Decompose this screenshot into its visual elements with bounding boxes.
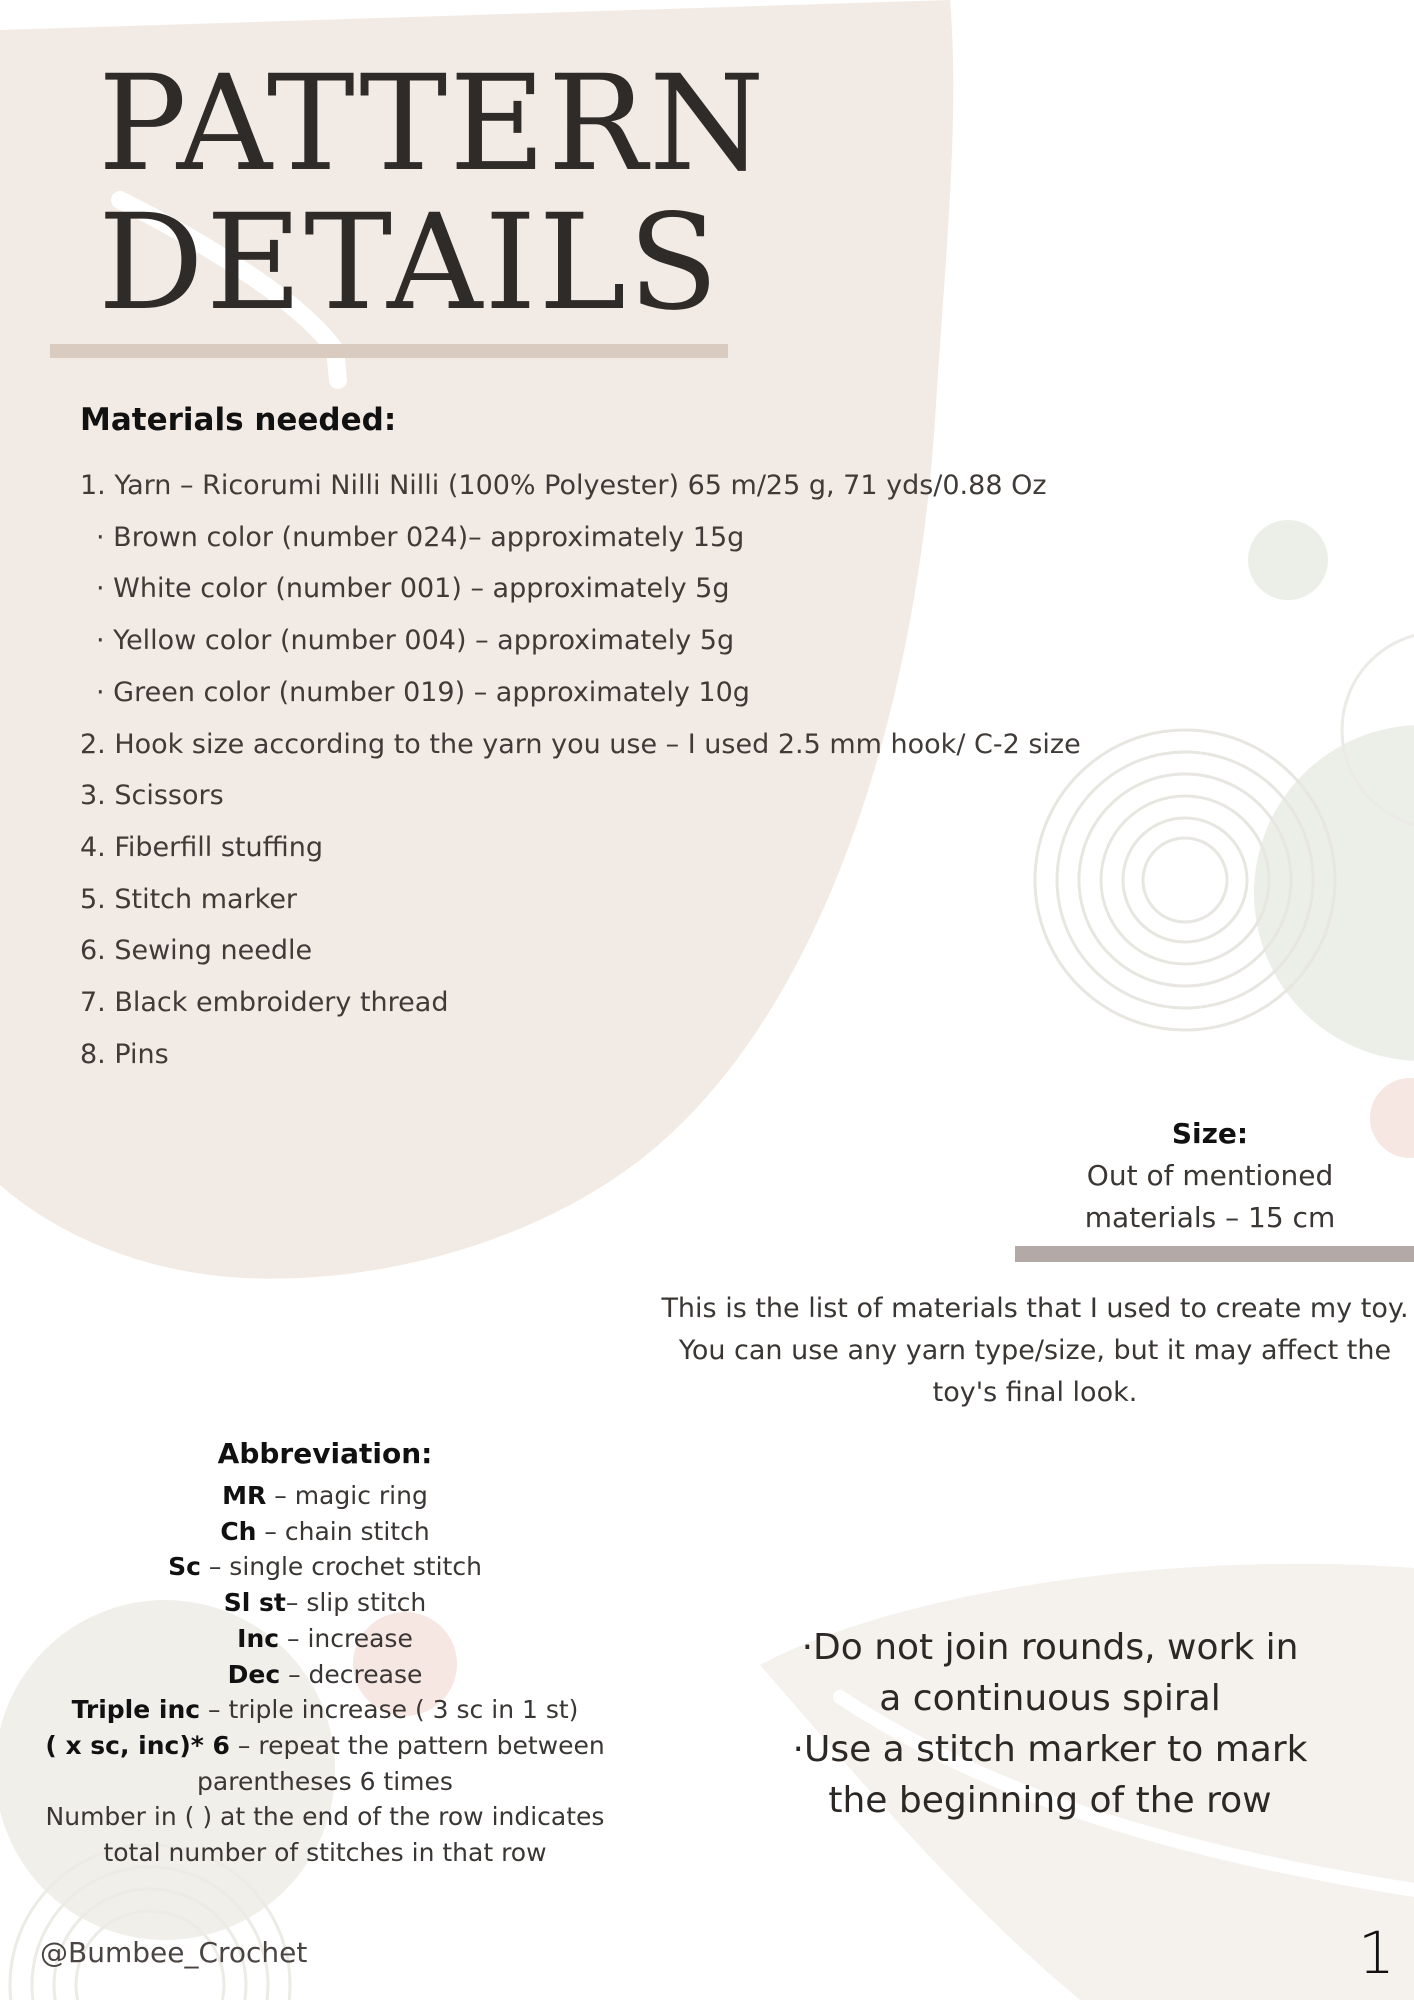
author-handle: @Bumbee_Crochet [40, 1936, 308, 1969]
abbreviation-row [20, 1728, 630, 1799]
page-number: 1 [1358, 1919, 1395, 1987]
page-title-line-2: DETAILS [98, 186, 721, 340]
materials-item-stitch-marker: 5. Stitch marker [80, 883, 298, 915]
materials-item-yarn: 1. Yarn – Ricorumi Nilli Nilli (100% Polyester) 65 m/25 g, 71 yds/0.88 Oz [80, 470, 1047, 501]
materials-heading: Materials needed: [80, 402, 397, 438]
abbreviation-block [20, 1432, 630, 1871]
abbreviation-desc: – repeat the pattern between parentheses 6 times [197, 1730, 605, 1796]
abbreviation-desc: – increase [279, 1623, 413, 1653]
abbreviation-desc: – decrease [280, 1659, 423, 1689]
materials-subitem-yellow: · Yellow color (number 004) – approximately 5g [96, 625, 735, 657]
abbreviation-term: Triple inc [71, 1695, 201, 1725]
size-text: Out of mentioned materials – 15 cm [1084, 1159, 1336, 1234]
materials-subitem-brown: · Brown color (number 024)– approximately 15g [96, 521, 745, 553]
size-block [1000, 1113, 1414, 1239]
gray-dot-decoration [1248, 520, 1328, 600]
abbreviation-term: Ch [220, 1516, 257, 1546]
title-underline-bar [50, 344, 728, 358]
abbreviation-desc: – magic ring [266, 1481, 428, 1510]
abbreviation-desc: – chain stitch [256, 1516, 430, 1546]
spiral-note-line-1: ·Do not join rounds, work in a continuous spiral [801, 1627, 1299, 1719]
size-divider-bar [1015, 1246, 1414, 1262]
abbreviation-term: Inc [237, 1623, 280, 1653]
materials-item-needle: 6. Sewing needle [80, 935, 313, 967]
materials-item-pins: 8. Pins [80, 1038, 169, 1070]
abbreviation-term: Sl st [223, 1588, 286, 1618]
abbreviation-footnote: Number in ( ) at the end of the row indicates total number of stitches in that row [45, 1802, 605, 1868]
abbreviation-row [20, 1549, 630, 1585]
abbreviation-row [20, 1585, 630, 1621]
materials-subitem-green: · Green color (number 019) – approximately 10g [96, 676, 750, 708]
spiral-note-line-2: ·Use a stitch marker to mark the beginning of the row [792, 1729, 1308, 1821]
page-title-line-1: PATTERN [98, 47, 767, 201]
size-heading: Size: [1171, 1117, 1249, 1150]
abbreviation-term: ( x sc, inc)* 6 [45, 1730, 230, 1760]
materials-item-hook: 2. Hook size according to the yarn you use – I used 2.5 mm hook/ C-2 size [80, 728, 1081, 760]
abbreviation-term: MR [222, 1481, 267, 1510]
abbreviation-row [20, 1692, 630, 1728]
abbreviation-row [20, 1514, 630, 1550]
abbreviation-desc: – single crochet stitch [200, 1552, 482, 1582]
spiral-note [790, 1622, 1310, 1826]
materials-item-stuffing: 4. Fiberfill stuffing [80, 831, 323, 863]
abbreviation-row [20, 1657, 630, 1693]
abbreviation-desc: – triple increase ( 3 sc in 1 st) [200, 1695, 579, 1725]
materials-list [80, 460, 1081, 1080]
abbreviation-heading: Abbreviation: [217, 1437, 433, 1470]
abbreviation-row [20, 1478, 630, 1514]
materials-item-scissors: 3. Scissors [80, 780, 224, 812]
materials-item-thread: 7. Black embroidery thread [80, 987, 449, 1019]
materials-subitem-white: · White color (number 001) – approximately 5g [96, 573, 730, 605]
materials-note: This is the list of materials that I used to create my toy. You can use any yarn type/size, but it may affect the toy's final look. [661, 1293, 1409, 1408]
abbreviation-desc: – slip stitch [285, 1588, 427, 1618]
abbreviation-term: Sc [168, 1552, 201, 1582]
abbreviation-row [20, 1621, 630, 1657]
abbreviation-term: Dec [227, 1659, 281, 1689]
